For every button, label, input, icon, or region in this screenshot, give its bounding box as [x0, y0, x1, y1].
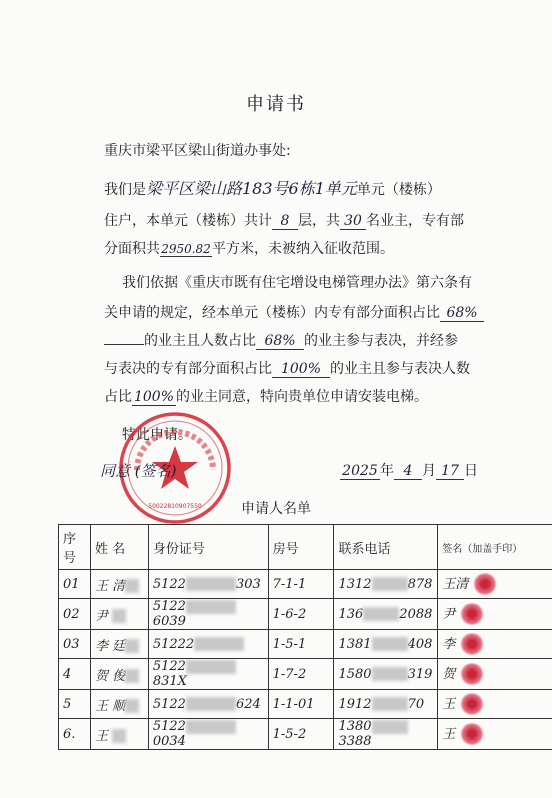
text-prefix: 我们是 [104, 182, 146, 198]
voted-area-percent-value: 100% [272, 361, 330, 378]
redaction-blur [363, 607, 399, 621]
row-id [148, 599, 268, 630]
row-no: 6. [59, 719, 91, 750]
id-prefix: 51222 [152, 636, 195, 652]
text-a: 分面积共 [104, 241, 160, 257]
row-room: 1-5-2 [268, 719, 334, 750]
row-room: 1-6-2 [268, 599, 334, 630]
row-phone [334, 690, 438, 719]
applicant-table [58, 524, 552, 750]
year-unit: 年 [380, 463, 394, 479]
row-phone [334, 659, 438, 690]
paragraph-line-8 [104, 386, 428, 406]
phone-suffix: 3388 [338, 734, 372, 749]
voted-people-percent-value: 100% [133, 389, 175, 405]
phone-suffix: 2088 [399, 606, 433, 622]
id-suffix: 831X [152, 674, 187, 689]
owners-value: 30 [340, 213, 366, 230]
signature-text: 王 [442, 696, 456, 712]
row-no: 01 [59, 570, 91, 599]
text-a: 关申请的规定，经本单元（楼栋）内专有部分面积占比 [104, 305, 440, 321]
phone-suffix: 319 [407, 666, 433, 682]
redaction-blur [186, 600, 236, 614]
signature-text: 王 [442, 726, 456, 742]
table-row [59, 659, 552, 690]
id-suffix: 624 [235, 696, 261, 712]
row-signature [438, 719, 552, 750]
row-name [90, 659, 148, 690]
phone-suffix: 878 [407, 576, 433, 592]
signature-text: 王清 [442, 576, 469, 592]
name-text: 李 廷 [94, 638, 126, 654]
text-a: 住户，本单元（楼栋）共计 [104, 213, 272, 229]
row-id [148, 630, 268, 659]
row-signature [438, 570, 552, 599]
fingerprint-icon [459, 693, 485, 715]
redaction-blur [194, 637, 244, 651]
redaction-blur [186, 577, 236, 591]
table-row [59, 719, 552, 750]
phone-prefix: 1580 [338, 666, 372, 682]
table-row [59, 599, 552, 630]
row-no: 02 [59, 599, 91, 630]
applicant-list-title: 申请人名单 [241, 501, 311, 517]
redaction-blur [372, 577, 408, 591]
people-percent-value: 68% [256, 333, 304, 350]
row-phone [334, 719, 438, 750]
name-text: 王 顺 [94, 698, 126, 714]
month-unit: 月 [422, 463, 436, 479]
row-signature [438, 599, 552, 630]
row-room: 7-1-1 [268, 570, 334, 599]
name-text: 尹 [94, 608, 113, 624]
fingerprint-icon [459, 633, 485, 655]
redaction-blur [125, 669, 139, 683]
phone-prefix: 1312 [338, 576, 372, 592]
row-name [90, 599, 148, 630]
phone-prefix: 136 [338, 606, 364, 622]
row-name [90, 690, 148, 719]
stamp-code: 50022810907550 [148, 503, 202, 510]
signature-text: 尹 [442, 606, 456, 622]
date [340, 460, 478, 480]
closing-text: 特此申请。 [122, 427, 192, 443]
redaction-blur [112, 729, 126, 743]
id-suffix: 303 [235, 576, 261, 592]
text-a: 占比 [104, 389, 132, 405]
row-signature [438, 659, 552, 690]
header-room: 房号 [268, 525, 334, 570]
redaction-blur [125, 699, 139, 713]
redaction-blur [125, 579, 139, 593]
row-signature [438, 630, 552, 659]
header-name: 姓 名 [90, 525, 148, 570]
table-row [59, 630, 552, 659]
row-signature [438, 690, 552, 719]
paragraph-line-1 [104, 176, 441, 199]
row-no: 4 [59, 659, 91, 690]
id-suffix: 0034 [152, 734, 186, 749]
addressee: 重庆市梁平区梁山街道办事处: [104, 143, 291, 159]
id-prefix: 5122 [152, 599, 186, 614]
phone-suffix: 408 [407, 636, 433, 652]
date-year: 2025 [340, 463, 380, 480]
document-title: 申请书 [246, 94, 306, 115]
id-prefix: 5122 [152, 576, 186, 592]
header-signature: 签名（加盖手印） [438, 525, 552, 570]
fingerprint-icon [459, 663, 485, 685]
redaction-blur [372, 667, 408, 681]
id-suffix: 6039 [152, 614, 186, 629]
table-row [59, 570, 552, 599]
phone-prefix: 1381 [338, 636, 372, 652]
paragraph-line-3 [104, 238, 394, 258]
row-id [148, 570, 268, 599]
row-phone [334, 630, 438, 659]
table-row [59, 690, 552, 719]
row-no: 03 [59, 630, 91, 659]
paragraph-line-6 [104, 330, 458, 350]
blank-line [104, 344, 144, 345]
redaction-blur [372, 697, 408, 711]
header-phone: 联系电话 [334, 525, 438, 570]
row-no: 5 [59, 690, 91, 719]
text-c: 名业主，专有部 [366, 213, 464, 229]
fingerprint-icon [472, 573, 498, 595]
redaction-blur [186, 720, 236, 734]
row-phone [334, 599, 438, 630]
row-phone [334, 570, 438, 599]
paragraph-line-7 [104, 358, 470, 378]
name-text: 王 [94, 728, 113, 744]
paragraph-line-5 [104, 302, 484, 322]
area-value: 2950.82 [161, 242, 211, 256]
phone-prefix: 1380 [338, 719, 372, 734]
row-room: 1-1-01 [268, 690, 334, 719]
id-prefix: 5122 [152, 696, 186, 712]
signature-text: 贺 [442, 666, 456, 682]
redaction-blur [125, 639, 139, 653]
text-b: 的业主同意，特向贵单位申请安装电梯。 [176, 389, 428, 405]
row-id [148, 719, 268, 750]
floors-value: 8 [272, 213, 298, 230]
header-id: 身份证号 [148, 525, 268, 570]
signature-text: 李 [442, 636, 456, 652]
approval-signature: 同意 (签名) [100, 462, 177, 480]
row-name [90, 570, 148, 599]
row-room: 1-5-1 [268, 630, 334, 659]
paragraph-line-2 [104, 210, 464, 230]
date-day: 17 [436, 463, 464, 480]
id-prefix: 5122 [152, 719, 186, 734]
text-a: 与表决的专有部分面积占比 [104, 361, 272, 377]
text-b: 的业主且参与表决人数 [330, 361, 470, 377]
area-percent-value: 68% [440, 305, 484, 322]
date-month: 4 [394, 463, 422, 480]
handwritten-address: 梁平区梁山路183号6栋1单元 [146, 179, 357, 198]
header-no: 序号 [59, 525, 91, 570]
row-name [90, 630, 148, 659]
name-text: 贺 俊 [94, 668, 126, 684]
row-room: 1-7-2 [268, 659, 334, 690]
id-prefix: 5122 [152, 659, 186, 674]
row-id [148, 659, 268, 690]
text-b: 平方米，未被纳入征收范围。 [212, 241, 394, 257]
phone-suffix: 70 [407, 696, 425, 712]
row-name [90, 719, 148, 750]
text-b: 层，共 [298, 213, 340, 229]
text-b: 的业主参与表决，并经参 [304, 333, 458, 349]
redaction-blur [372, 720, 408, 734]
redaction-blur [372, 637, 408, 651]
row-id [148, 690, 268, 719]
redaction-blur [112, 609, 126, 623]
name-text: 王 清 [94, 578, 126, 594]
redaction-blur [186, 697, 236, 711]
text-a: 的业主且人数占比 [144, 333, 256, 349]
day-unit: 日 [464, 463, 478, 479]
text-suffix: 单元（楼栋） [356, 182, 441, 198]
redaction-blur [186, 660, 236, 674]
fingerprint-icon [459, 723, 485, 745]
table-header-row [59, 525, 552, 570]
phone-prefix: 1912 [338, 696, 372, 712]
fingerprint-icon [459, 603, 485, 625]
paragraph-line-4: 我们依据《重庆市既有住宅增设电梯管理办法》第六条有 [122, 275, 472, 291]
